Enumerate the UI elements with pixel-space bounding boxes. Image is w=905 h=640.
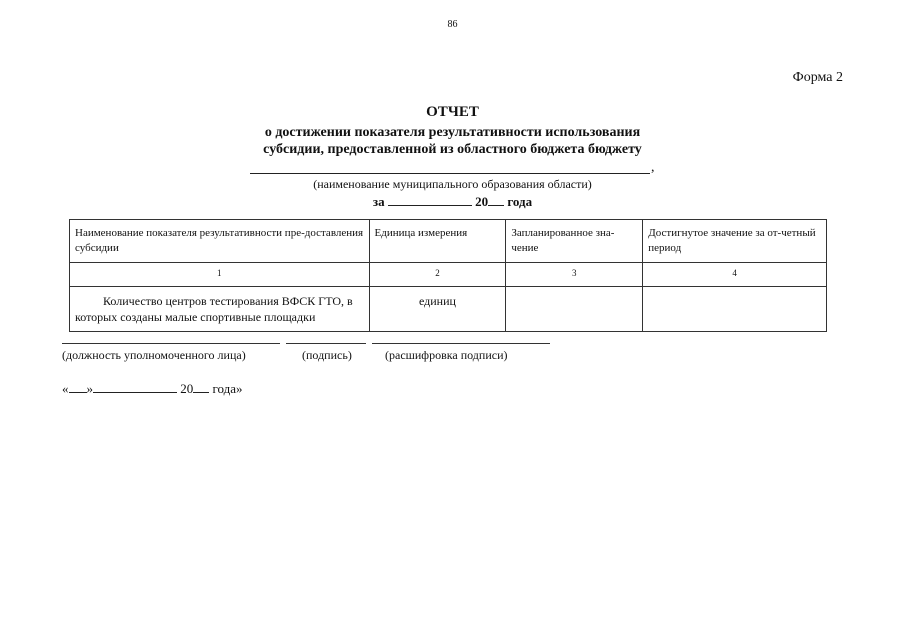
column-number: 4 [643, 263, 827, 287]
municipality-blank-comma: , [651, 160, 655, 175]
column-number: 1 [70, 263, 370, 287]
date-line [62, 380, 243, 397]
report-table [69, 219, 827, 332]
column-number: 2 [369, 263, 506, 287]
signature-caption: (подпись) [302, 348, 352, 362]
date-open-quote: « [62, 381, 69, 396]
date-close-quote: » [86, 381, 93, 396]
date-month-blank [93, 380, 177, 393]
report-title: ОТЧЕТ [426, 104, 479, 120]
header-achieved: Достигнутое значение за от-четный период [643, 220, 827, 263]
period-blank [388, 193, 472, 206]
signature-line [286, 343, 366, 344]
date-year-prefix: 20 [180, 381, 194, 396]
header-unit: Единица измерения [369, 220, 506, 263]
period-prefix: за [372, 194, 385, 209]
municipality-caption: (наименование муниципального образования области) [313, 177, 592, 191]
period-year-prefix: 20 [475, 194, 489, 209]
date-day-blank [69, 380, 87, 393]
decoding-caption: (расшифровка подписи) [385, 348, 508, 362]
page-number: 86 [447, 19, 458, 30]
table-row [70, 287, 827, 332]
date-suffix: года» [212, 381, 243, 396]
header-planned: Запланированное зна-чение [506, 220, 643, 263]
indicator-cell: Количество центров тестирования ВФСК ГТО, в которых созданы малые спортивные площадки [70, 287, 370, 332]
date-year-blank [193, 380, 209, 393]
column-number: 3 [506, 263, 643, 287]
decoding-signature-line [372, 343, 550, 344]
table-column-numbers-row [70, 263, 827, 287]
period-suffix: года [507, 194, 533, 209]
position-caption: (должность уполномоченного лица) [62, 348, 246, 362]
header-indicator: Наименование показателя результативности пре-доставления субсидии [70, 220, 370, 263]
municipality-blank-line [250, 173, 650, 174]
table-header-row [70, 220, 827, 263]
report-period [0, 193, 905, 210]
position-signature-line [62, 343, 280, 344]
achieved-value-cell [643, 287, 827, 332]
unit-cell: единиц [369, 287, 506, 332]
period-year-blank [488, 193, 504, 206]
planned-value-cell [506, 287, 643, 332]
report-subtitle-line-1: о достижении показателя результативности использования [264, 125, 641, 140]
form-label: Форма 2 [792, 70, 843, 85]
report-subtitle-line-2: субсидии, предоставленной из областного бюджета бюджету [263, 142, 642, 157]
